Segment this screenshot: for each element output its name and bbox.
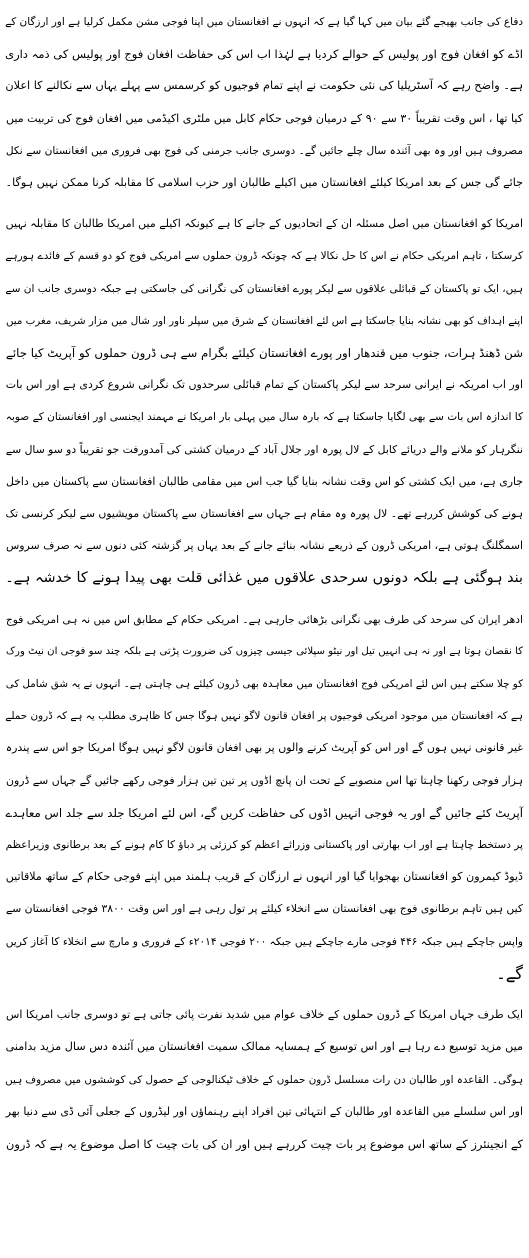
text-line: ہے کہ افغانستان میں موجود امریکی فوجیوں پر افغان قانون لاگو نہیں ہوگا جس کا ظاہری مطلب یہ ہے کہ ڈرون حملے xyxy=(5,710,523,723)
paragraph xyxy=(6,208,523,594)
text-line: غیر قانونی نہیں ہوں گے اور اس کو آپریٹ کرنے والوں پر بھی افغان قانون لاگو نہیں ہوگا امریکا جو اس سے پندرہ xyxy=(5,741,523,755)
text-line: اپنے اہداف کو بھی نشانہ بنایا جاسکتا ہے اس لئے افغانستان کے شرق میں سپلر ناور اور شال میں مزار شریف، مغرب میں xyxy=(5,314,523,327)
text-line: جاری ہے، میں ایک کشتی کو اس وقت نشانہ بنایا گیا جب اس میں مقامی طالبان افغانستان سے پاکستان میں داخل xyxy=(5,474,523,488)
paragraph xyxy=(6,604,523,990)
text-line: ہوگی۔ القاعدہ اور طالبان دن رات مسلسل ڈرون حملوں کے خلاف ٹیکنالوجی کے حصول کی کوششوں میں مصروف ہیں xyxy=(5,1073,523,1086)
text-line: بند ہوگئی ہے بلکہ دونوں سرحدی علاقوں میں غذائی قلت بھی پیدا ہونے کا خدشہ ہے۔ xyxy=(5,570,523,587)
text-line: ادھر ایران کی سرحد کی طرف بھی نگرانی بڑھائی جارہی ہے۔ امریکی حکام کے مطابق اس میں نہ ہی امریکی فوج xyxy=(5,612,523,626)
text-line: کا اندازہ اس بات سے بھی لگایا جاسکتا ہے کہ بارہ سال میں پہلی بار امریکا نے مہمند ایجنسی اور افغانستان کے صوبہ xyxy=(5,411,523,424)
text-line: شن ڈھنڈ ہرات، جنوب میں قندھار اور پورے افغانستان کیلئے بگرام سے ہی ڈرون حملوں کو آپریٹ کیا جائے xyxy=(5,346,523,361)
text-line: واپس جاچکے ہیں جبکہ ۴۴۶ فوجی مارے جاچکے ہیں جبکہ ۲۰۰ فوجی ۲۰۱۴ء کے فروری و مارچ سے انخلاء کا آغاز کریں xyxy=(5,935,523,948)
text-line: کرسکتا ، تاہم امریکی حکام نے اس کا حل نکالا ہے کہ چونکہ ڈرون حملوں سے امریکی فوج کو دو قسم کے فائدے ہورہے xyxy=(5,250,523,263)
text-line: ہونے کی کوشش کررہے تھے۔ لال پورہ وہ مقام ہے جہاں سے افغانستان سے پاکستان مویشیوں سے لیکر کرنسی تک xyxy=(5,507,523,521)
text-line: اور اب امریکہ نے ایرانی سرحد سے لیکر پاکستان کے تمام قبائلی سرحدوں تک نگرانی شروع کردی ہے اور اس بات xyxy=(5,378,523,392)
text-line: جائے گی جس کے بعد امریکا کیلئے افغانستان میں اکیلے طالبان اور حزب اسلامی کا مقابلہ کرنا ممکن نہیں ہوگا۔ xyxy=(5,176,523,190)
text-line: ہیں، ایک تو پاکستان کے قبائلی علاقوں سے لیکر پورے افغانستان کی نگرانی کی جاسکتی ہے جبکہ دوسری جانب ان سے xyxy=(5,282,523,295)
text-line: دفاع کی جانب بھیجے گئے بیان میں کہا گیا ہے کہ انہوں نے افغانستان میں اپنا فوجی مشن مکمل کرلیا ہے اور ارزگان کے xyxy=(5,16,523,28)
text-line: اڈے کو افغان فوج اور پولیس کے حوالے کردیا ہے لہٰذا اب اس کی حفاظت افغان فوج اور پولیس کی ذمہ داری xyxy=(5,47,523,62)
text-line: ایک طرف جہاں امریکا کے ڈرون حملوں کے خلاف عوام میں شدید نفرت پائی جاتی ہے تو دوسری جانب امریکا اس xyxy=(6,1008,523,1022)
text-line: کا نقصان ہوتا ہے اور نہ ہی انہیں تیل اور نیٹو سپلائی جیسی چیزوں کی ضرورت پڑتی ہے بلکہ چند سو فوجی ان نیٹ ورک xyxy=(6,645,523,657)
text-line: پر دستخط چاہتا ہے اور اب بھارتی اور پاکستانی وزرائے اعظم کو کرزئی پر دباؤ کا کام ہونے کے بعد برطانوی وزیراعظم xyxy=(5,839,523,852)
text-line: ہزار فوجی رکھنا چاہتا تھا اس منصوبے کے تحت ان پانچ اڈوں پر تین تین ہزار فوجی رکھے جائیں گے جہاں سے ڈرون xyxy=(6,773,523,787)
text-line: ننگرہار کو ملانے والے دریائے کابل کے لال پورہ اور جلال آباد کے درمیان کشتی کی آمدورفت جو تقریباً دو سو سال سے xyxy=(5,442,523,456)
text-line: ہے۔ واضح رہے کہ آسٹریلیا کی نئی حکومت نے اپنے تمام فوجیوں کو کرسمس سے پہلے یہاں سے نکالنے کا اعلان xyxy=(5,79,523,93)
paragraph-gap xyxy=(6,199,523,208)
text-line: کے انجینئرز کے ساتھ اس موضوع پر بات چیت کررہے ہیں اور ان کی بات چیت کا اصل موضوع یہ ہے کہ ڈرون xyxy=(5,1136,523,1151)
text-line: کیں ہیں تاہم برطانوی فوج بھی افغانستان سے انخلاء کیلئے پر تول رہی ہے اور اس وقت ۳۸۰۰ فوجی افغانستان سے xyxy=(5,902,523,916)
text-line: امریکا کو افغانستان میں اصل مسئلہ ان کے اتحادیوں کے جانے کا ہے کیونکہ اکیلے میں امریکا طالبان کا مقابلہ نہیں xyxy=(5,217,523,231)
paragraph-gap xyxy=(6,990,523,999)
text-line: مصروف ہیں اور وہ بھی آئندہ سال چلے جائیں گے۔ دوسری جانب جرمنی کی فوج بھی فروری میں افغانستان سے نکل xyxy=(5,143,523,157)
text-line: اور اس سلسلے میں القاعدہ اور طالبان کے انتہائی تین افراد اپنے رہنماؤں اور لیڈروں کے جعلی آئی ڈی سے دنیا بھر xyxy=(5,1104,523,1118)
text-line: کیا تھا ، اس وقت تقریباً ۳۰ سے ۹۰ کے درمیان فوجی حکام کابل میں ملٹری اکیڈمی میں افغان فوج کی تربیت میں xyxy=(6,111,523,125)
paragraph xyxy=(6,6,523,199)
paragraph xyxy=(6,999,523,1160)
text-line: میں مزید توسیع دے رہا ہے اور اس توسیع کے ہمسایہ ممالک سمیت افغانستان میں آئندہ دس سال مزید بدامنی xyxy=(5,1040,523,1054)
text-line: کو چلا سکتے ہیں اس لئے امریکی فوج افغانستان میں معاہدہ بھی ڈرون کیلئے ہی چاہتی ہے۔ انہوں نے یہ شق شامل کی xyxy=(5,678,523,691)
paragraph-gap xyxy=(6,595,523,604)
text-line: اسمگلنگ ہوتی ہے، امریکی ڈرون کے ذریعے نشانہ بنائے جانے کے بعد یہاں پر گزشتہ کئی دنوں سے نہ صرف سروس xyxy=(6,539,523,553)
text-line: ڈیوڈ کیمرون کو افغانستان بھجوایا گیا اور انہوں نے ارزگان کے قریب ہلمند میں اپنے فوجی حکام کے ساتھ ملاقاتیں xyxy=(5,870,523,884)
text-line: آپریٹ کئے جائیں گے اور یہ فوجی انہیں اڈوں کی حفاظت کریں گے، اس لئے امریکا جلد سے جلد اس معاہدے xyxy=(5,805,523,820)
text-line: گے۔ xyxy=(496,963,523,983)
